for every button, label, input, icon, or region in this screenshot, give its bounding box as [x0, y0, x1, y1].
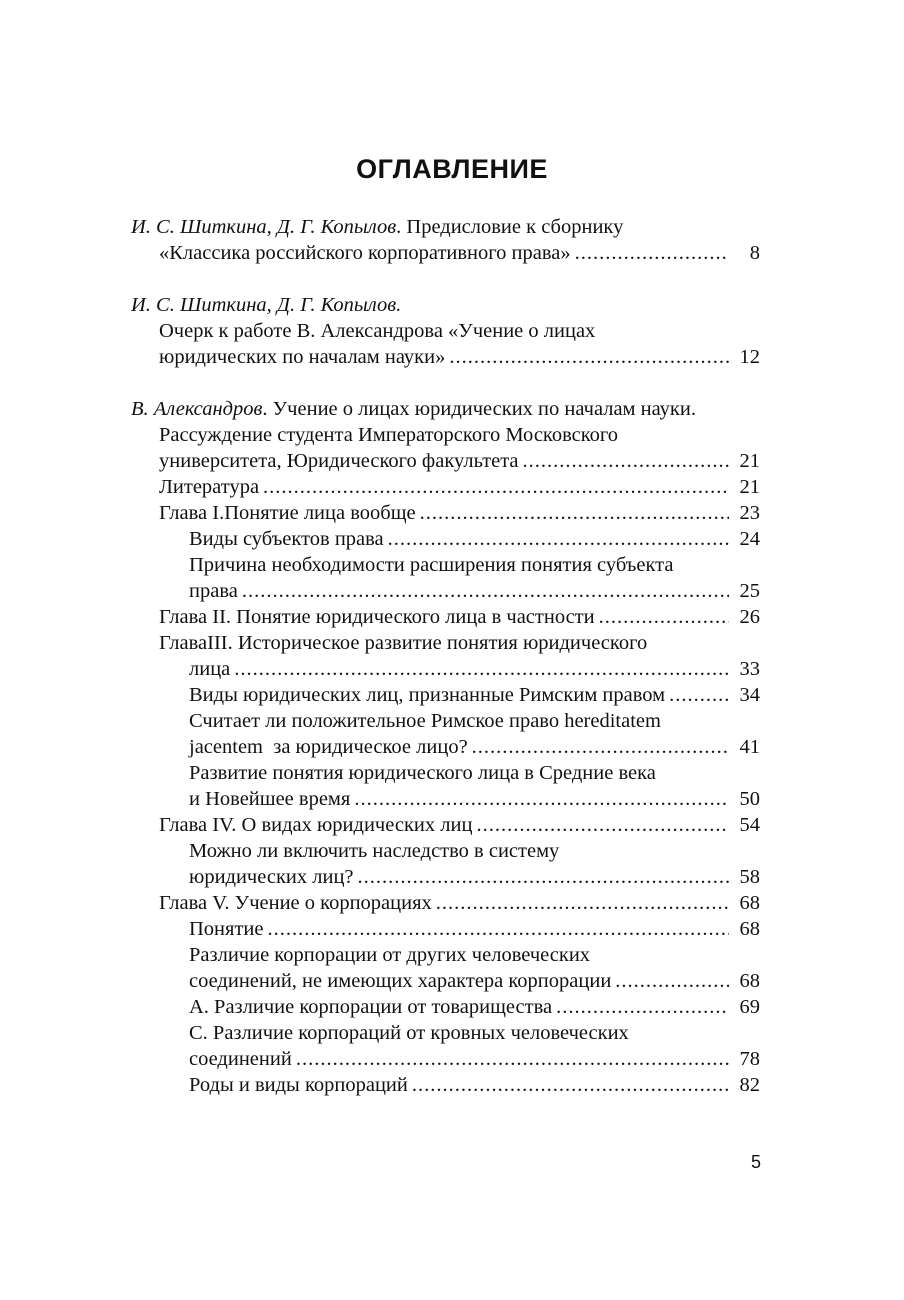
toc-item-chapter-1[interactable]	[159, 500, 729, 526]
toc-entry-1-line-1	[131, 214, 623, 240]
leader-dots	[556, 994, 729, 1020]
leader-dots	[354, 786, 729, 812]
toc-item-chapter-5-page: 68	[739, 892, 760, 914]
toc-item-blood-line-1: С. Различие корпораций от кровных человеческих	[189, 1022, 629, 1044]
toc-item-dissertation-page: 21	[739, 450, 760, 472]
toc-entry-3-author: В. Александров	[131, 398, 263, 420]
toc-item-roman-types[interactable]	[189, 682, 729, 708]
leader-dots	[263, 474, 729, 500]
toc-item-chapter-2-page: 26	[739, 606, 760, 628]
toc-item-inheritance-line-1: Можно ли включить наследство в систему	[189, 840, 560, 862]
toc-item-label: Виды субъектов права	[189, 528, 384, 550]
leader-dots	[615, 968, 729, 994]
toc-item-label: и Новейшее время	[189, 788, 351, 810]
toc-item-subject-types[interactable]	[189, 526, 729, 552]
toc-item-dissertation[interactable]	[159, 448, 729, 474]
toc-entry-2-title-end: юридических по началам науки»	[159, 346, 446, 368]
toc-entry-2-line-3[interactable]	[159, 344, 729, 370]
toc-item-middle-ages-page: 50	[739, 788, 760, 810]
toc-item-chapter-3-page: 33	[739, 658, 760, 680]
toc-item-label: Глава II. Понятие юридического лица в частности	[159, 606, 595, 628]
leader-dots	[242, 578, 729, 604]
toc-item-label: Роды и виды корпораций	[189, 1074, 408, 1096]
leader-dots	[436, 890, 729, 916]
toc-item-chapter-4[interactable]	[159, 812, 729, 838]
toc-entry-1-title-end: «Классика российского корпоративного права»	[159, 242, 571, 264]
toc-item-label: Глава IV. О видах юридических лиц	[159, 814, 473, 836]
toc-item-middle-ages[interactable]	[189, 786, 729, 812]
leader-dots	[449, 344, 729, 370]
toc-entry-2-line-1	[131, 292, 401, 318]
toc-entry-3-author-sep: .	[262, 398, 268, 420]
leader-dots	[523, 448, 729, 474]
toc-item-hereditatem-line-1: Считает ли положительное Римское право hereditatem	[189, 710, 661, 732]
toc-entry-3-title: Учение о лицах юридических по началам науки.	[267, 398, 696, 420]
leader-dots	[472, 734, 729, 760]
leader-dots	[476, 812, 729, 838]
toc-item-label: Глава V. Учение о корпорациях	[159, 892, 432, 914]
toc-entry-2-authors: И. С. Шиткина, Д. Г. Копылов.	[131, 294, 402, 316]
toc-item-chapter-3[interactable]	[189, 656, 729, 682]
toc-item-label: Глава I.Понятие лица вообще	[159, 502, 416, 524]
toc-item-dissertation-line-1: Рассуждение студента Императорского Московского	[159, 424, 619, 446]
toc-entry-2-page: 12	[739, 346, 760, 368]
toc-item-distinction[interactable]	[189, 968, 729, 994]
toc-item-partnership[interactable]	[189, 994, 729, 1020]
toc-item-genera[interactable]	[189, 1072, 729, 1098]
toc-item-label: Понятие	[189, 918, 264, 940]
toc-item-label: юридических лиц?	[189, 866, 354, 888]
leader-dots	[575, 240, 729, 266]
toc-entry-1-title-start: Предисловие к сборнику	[401, 216, 624, 238]
leader-dots	[669, 682, 729, 708]
toc-item-reason-page: 25	[739, 580, 760, 602]
toc-item-chapter-2[interactable]	[159, 604, 729, 630]
toc-item-reason-line-1: Причина необходимости расширения понятия субъекта	[189, 554, 674, 576]
toc-item-label: соединений	[189, 1048, 292, 1070]
toc-item-distinction-line-1: Различие корпорации от других человеческих	[189, 944, 591, 966]
toc-entry-1-page: 8	[749, 242, 760, 264]
toc-entry-1-author-sep: .	[396, 216, 402, 238]
toc-item-partnership-page: 69	[739, 996, 760, 1018]
leader-dots	[296, 1046, 729, 1072]
toc-entry-3-line-1	[131, 396, 696, 422]
toc-item-reason[interactable]	[189, 578, 729, 604]
toc-item-middle-ages-line-1: Развитие понятия юридического лица в Средние века	[189, 762, 656, 784]
page-title: ОГЛАВЛЕНИЕ	[356, 154, 548, 184]
toc-item-label: университета, Юридического факультета	[159, 450, 519, 472]
toc-item-label: jacentem за юридическое лицо?	[189, 736, 468, 758]
toc-item-label: Литература	[159, 476, 260, 498]
toc-item-literature-page: 21	[739, 476, 760, 498]
toc-item-concept[interactable]	[189, 916, 729, 942]
leader-dots	[420, 500, 729, 526]
leader-dots	[267, 916, 729, 942]
toc-item-roman-types-page: 34	[739, 684, 760, 706]
toc-item-genera-page: 82	[739, 1074, 760, 1096]
toc-item-chapter-3-line-1: ГлаваIII. Историческое развитие понятия юридического	[159, 632, 648, 654]
leader-dots	[412, 1072, 729, 1098]
toc-item-blood-page: 78	[739, 1048, 760, 1070]
toc-item-literature[interactable]	[159, 474, 729, 500]
toc-item-subject-types-page: 24	[739, 528, 760, 550]
toc-item-concept-page: 68	[739, 918, 760, 940]
leader-dots	[358, 864, 729, 890]
toc-item-hereditatem-page: 41	[739, 736, 760, 758]
toc-item-hereditatem[interactable]	[189, 734, 729, 760]
page-number: 5	[750, 1152, 761, 1172]
toc-entry-1-line-2[interactable]	[159, 240, 729, 266]
toc-item-label: А. Различие корпорации от товарищества	[189, 996, 553, 1018]
toc-item-chapter-1-page: 23	[739, 502, 760, 524]
toc-item-distinction-page: 68	[739, 970, 760, 992]
leader-dots	[388, 526, 729, 552]
toc-item-label: права	[189, 580, 238, 602]
toc-item-blood[interactable]	[189, 1046, 729, 1072]
toc-entry-1-authors: И. С. Шиткина, Д. Г. Копылов	[131, 216, 397, 238]
toc-item-chapter-4-page: 54	[739, 814, 760, 836]
toc-item-label: лица	[189, 658, 231, 680]
toc-entry-2-line-2: Очерк к работе В. Александрова «Учение о лицах	[159, 320, 596, 342]
toc-item-label: Виды юридических лиц, признанные Римским правом	[189, 684, 666, 706]
leader-dots	[599, 604, 729, 630]
leader-dots	[234, 656, 729, 682]
toc-item-chapter-5[interactable]	[159, 890, 729, 916]
toc-item-inheritance[interactable]	[189, 864, 729, 890]
toc-item-label: соединений, не имеющих характера корпорации	[189, 970, 612, 992]
toc-item-inheritance-page: 58	[739, 866, 760, 888]
